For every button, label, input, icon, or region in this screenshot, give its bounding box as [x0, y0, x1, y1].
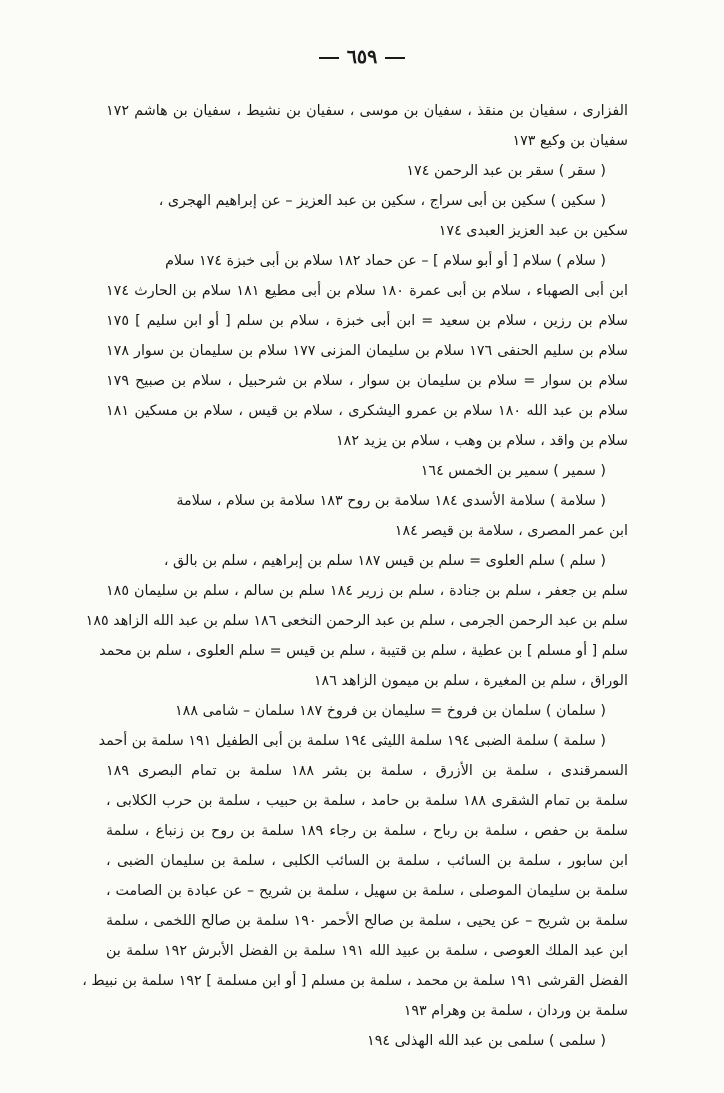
index-line: سلام بن رزين ، سلام بن سعيد = ابن أبى خبزة ، سلام بن سلم [ أو ابن سليم ] ١٧٥: [106, 313, 628, 329]
page-number: [0, 46, 724, 68]
index-line: ( سمير ) سمير بن الخمس ١٦٤: [420, 463, 606, 479]
index-line: ( سلمة ) سلمة الضبى ١٩٤ سلمة الليثى ١٩٤ سلمة بن أبى الطفيل ١٩١ سلمة بن أحمد: [98, 733, 606, 749]
index-line: ابن أبى الصهباء ، سلام بن أبى عمرة ١٨٠ سلام بن أبى مطيع ١٨١ سلام بن الحارث ١٧٤: [106, 283, 628, 299]
dash-left: [385, 57, 405, 59]
dash-right: [319, 57, 339, 59]
index-line: سلم بن جعفر ، سلم بن جنادة ، سلم بن زرير ١٨٤ سلم بن سالم ، سلم بن سليمان ١٨٥: [106, 583, 628, 599]
index-line: سلمة بن وردان ، سلمة بن وهرام ١٩٣: [403, 1003, 628, 1019]
index-line: الفزارى ، سفيان بن منقذ ، سفيان بن موسى ، سفيان بن نشيط ، سفيان بن هاشم ١٧٢: [106, 103, 628, 119]
index-line: الوراق ، سلم بن المغيرة ، سلم بن ميمون الزاهد ١٨٦: [313, 673, 628, 689]
index-line: سلام بن عبد الله ١٨٠ سلام بن عمرو اليشكرى ، سلام بن قيس ، سلام بن مسكين ١٨١: [106, 403, 628, 419]
index-line: ( سلم ) سلم العلوى = سلم بن قيس ١٨٧ سلم بن إبراهيم ، سلم بن بالق ،: [163, 553, 606, 569]
index-line: ( سكين ) سكين بن أبى سراج ، سكين بن عبد العزيز – عن إبراهيم الهجرى ،: [158, 193, 606, 209]
index-line: سلم [ أو مسلم ] بن عطية ، سلم بن قتيبة ، سلم بن قيس = سلم العلوى ، سلم بن محمد: [99, 643, 628, 659]
index-line: سلمة بن حفص ، سلمة بن رباح ، سلمة بن رجاء ١٨٩ سلمة بن روح بن زنباع ، سلمة: [106, 823, 628, 839]
index-line: ابن عمر المصرى ، سلامة بن قيصر ١٨٤: [394, 523, 628, 539]
index-line: سكين بن عبد العزيز العبدى ١٧٤: [438, 223, 628, 239]
index-body: [82, 96, 628, 1056]
index-line: سفيان بن وكيع ١٧٣: [512, 133, 628, 149]
index-line: سلم بن عبد الرحمن الجرمى ، سلم بن عبد الرحمن النخعى ١٨٦ سلم بن عبد الله الزاهد ١٨٥: [85, 613, 628, 629]
index-line: السمرقندى ، سلمة بن الأزرق ، سلمة بن بشر ١٨٨ سلمة بن تمام البصرى ١٨٩: [106, 763, 628, 779]
index-line: سلام بن سليم الحنفى ١٧٦ سلام بن سليمان المزنى ١٧٧ سلام بن سليمان بن سوار ١٧٨: [106, 343, 628, 359]
index-line: سلمة بن شريح – عن يحيى ، سلمة بن صالح الأحمر ١٩٠ سلمة بن صالح اللخمى ، سلمة: [106, 913, 628, 929]
index-line: ( سلمى ) سلمى بن عبد الله الهذلى ١٩٤: [367, 1033, 606, 1049]
index-line: ( سلامة ) سلامة الأسدى ١٨٤ سلامة بن روح ١٨٣ سلامة بن سلام ، سلامة: [176, 493, 606, 509]
index-line: ( سلام ) سلام [ أو أبو سلام ] – عن حماد ١٨٢ سلام بن أبى خبزة ١٧٤ سلام: [165, 253, 606, 269]
index-line: ( سقر ) سقر بن عبد الرحمن ١٧٤: [406, 163, 606, 179]
index-line: سلمة بن تمام الشقرى ١٨٨ سلمة بن حامد ، سلمة بن حبيب ، سلمة بن حرب الكلابى ،: [106, 793, 628, 809]
index-line: الفضل القرشى ١٩١ سلمة بن محمد ، سلمة بن مسلم [ أو ابن مسلمة ] ١٩٢ سلمة بن نبيط ،: [82, 973, 628, 989]
index-line: سلمة بن سليمان الموصلى ، سلمة بن سهيل ، سلمة بن شريح – عن عبادة بن الصامت ،: [106, 883, 628, 899]
index-line: ( سلمان ) سلمان بن فروخ = سليمان بن فروخ ١٨٧ سلمان – شامى ١٨٨: [174, 703, 606, 719]
page-number-text: ٦٥٩: [346, 46, 378, 68]
index-line: سلام بن سوار = سلام بن سليمان بن سوار ، سلام بن شرحبيل ، سلام بن صبيح ١٧٩: [106, 373, 628, 389]
index-line: ابن عبد الملك العوصى ، سلمة بن عبيد الله ١٩١ سلمة بن الفضل الأبرش ١٩٢ سلمة بن: [106, 943, 628, 959]
index-line: سلام بن واقد ، سلام بن وهب ، سلام بن يزيد ١٨٢: [336, 433, 628, 449]
index-line: ابن سابور ، سلمة بن السائب ، سلمة بن السائب الكلبى ، سلمة بن سليمان الضبى ،: [106, 853, 628, 869]
